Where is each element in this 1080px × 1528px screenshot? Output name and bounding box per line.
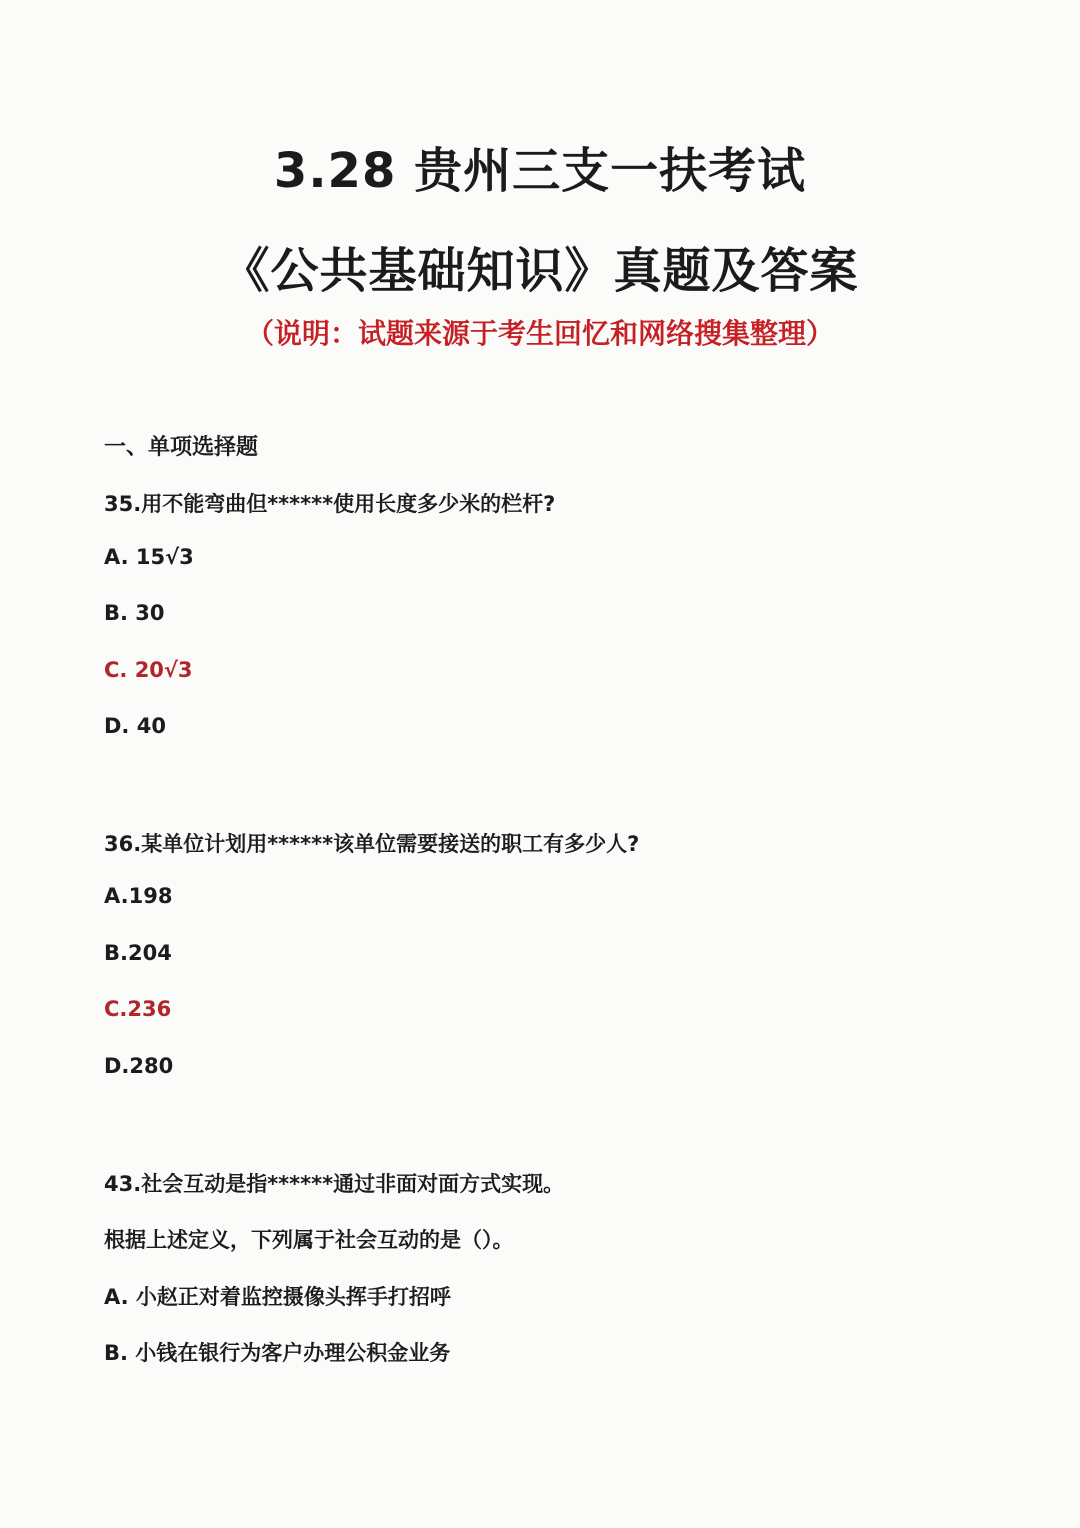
question-35-option-a: A. 15√3 xyxy=(104,545,194,569)
question-43-option-a: A. 小赵正对着监控摄像头挥手打招呼 xyxy=(104,1285,451,1309)
question-35-option-d: D. 40 xyxy=(104,714,166,738)
question-35-option-b: B. 30 xyxy=(104,601,165,625)
question-36-stem: 36.某单位计划用******该单位需要接送的职工有多少人? xyxy=(104,832,640,856)
question-43-stem: 43.社会互动是指******通过非面对面方式实现。 xyxy=(104,1172,565,1196)
document-title-line2: 《公共基础知识》真题及答案 xyxy=(221,243,859,299)
question-36-option-b: B.204 xyxy=(104,941,172,965)
question-36-option-c-answer: C.236 xyxy=(104,997,172,1021)
question-36-option-a: A.198 xyxy=(104,884,173,908)
question-35-option-c-answer: C. 20√3 xyxy=(104,658,193,682)
question-35-stem: 35.用不能弯曲但******使用长度多少米的栏杆? xyxy=(104,492,556,516)
question-43-option-b: B. 小钱在银行为客户办理公积金业务 xyxy=(104,1341,451,1365)
question-36-option-d: D.280 xyxy=(104,1054,174,1078)
section-heading: 一、单项选择题 xyxy=(104,435,259,460)
source-note: （说明：试题来源于考生回忆和网络搜集整理） xyxy=(245,317,834,350)
document-title-line1: 3.28 贵州三支一扶考试 xyxy=(273,143,807,199)
question-43-subprompt: 根据上述定义，下列属于社会互动的是（）。 xyxy=(104,1228,514,1252)
